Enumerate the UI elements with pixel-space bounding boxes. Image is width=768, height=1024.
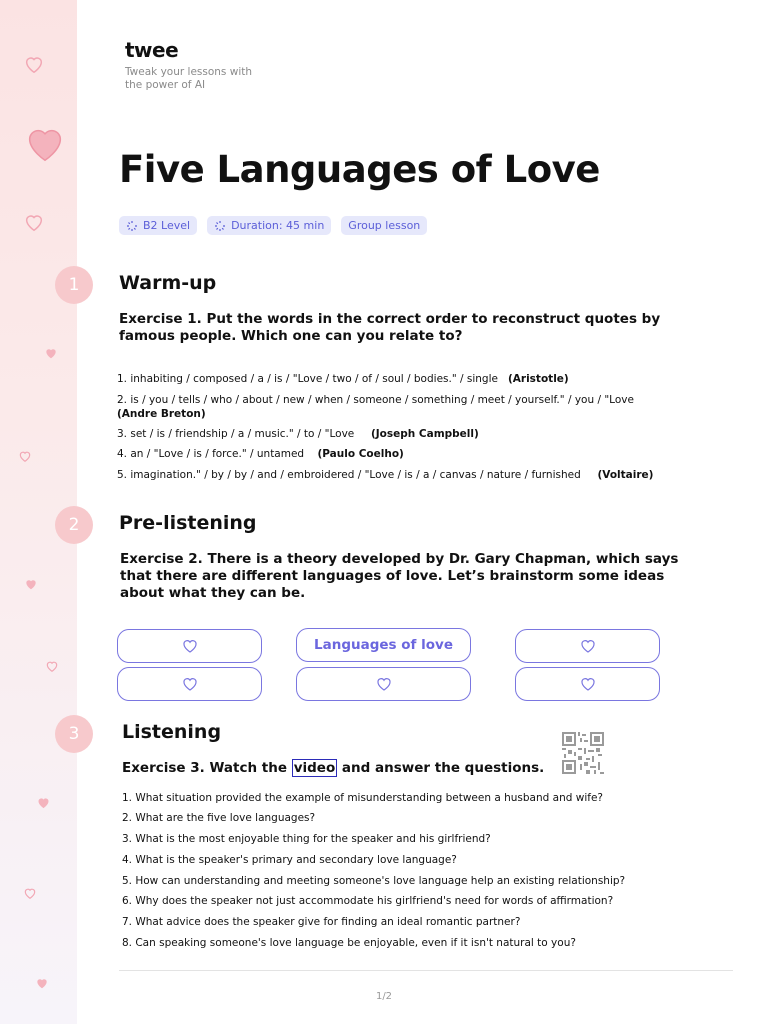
- quote-item: 3. set / is / friendship / a / music." / to / "Love (Joseph Campbell): [117, 428, 479, 440]
- languages-of-love-box: [296, 628, 471, 662]
- brainstorm-box[interactable]: [117, 667, 262, 701]
- group-badge-label: Group lesson: [348, 219, 421, 232]
- center-label: Languages of love: [314, 637, 453, 653]
- level-badge: [119, 216, 197, 235]
- heart-icon: [23, 53, 45, 75]
- heart-icon: [35, 976, 49, 990]
- heart-icon: [18, 449, 32, 463]
- section-title-pre-listening: Pre-listening: [119, 512, 257, 534]
- sparkle-icon: [214, 220, 226, 232]
- section-title-warm-up: Warm-up: [119, 272, 217, 294]
- heart-icon: [22, 886, 38, 900]
- quote-item: 2. is / you / tells / who / about / new / when / someone / something / meet / yourself." / you / "Love (Andre Breton): [117, 394, 634, 420]
- question-item: 7. What advice does the speaker give for finding an ideal romantic partner?: [122, 916, 521, 928]
- group-badge: [341, 216, 427, 235]
- brainstorm-box[interactable]: [515, 667, 660, 701]
- heart-icon: [23, 210, 45, 234]
- exercise-1-prompt: Exercise 1. Put the words in the correct order to reconstruct quotes by famous people. Which one can you relate to?: [119, 311, 661, 344]
- heart-outline-icon: [180, 637, 200, 655]
- brand: [125, 38, 265, 92]
- heart-icon: [22, 120, 68, 166]
- heart-outline-icon: [374, 675, 394, 693]
- quote-item: 4. an / "Love / is / force." / untamed (Paulo Coelho): [117, 448, 404, 460]
- quote-item: 5. imagination." / by / by / and / embroidered / "Love / is / a / canvas / nature / furnished (Voltaire): [117, 469, 654, 481]
- exercise-2-prompt: Exercise 2. There is a theory developed by Dr. Gary Chapman, which says that there are different languages of love. Let’s brainstorm some ideas about what they can be.: [120, 551, 679, 601]
- question-item: 8. Can speaking someone's love language be enjoyable, even if it isn't natural to you?: [122, 937, 576, 949]
- brand-tagline: Tweak your lessons with the power of AI: [125, 66, 253, 91]
- quote-item: 1. inhabiting / composed / a / is / "Love / two / of / soul / bodies." / single (Aristotle): [117, 373, 569, 385]
- question-item: 5. How can understanding and meeting someone's love language help an existing relationship?: [122, 875, 626, 887]
- brainstorm-box[interactable]: [117, 629, 262, 663]
- video-link[interactable]: video: [293, 760, 336, 776]
- section-title-listening: Listening: [122, 721, 222, 743]
- exercise-3-prompt: Exercise 3. Watch the video and answer the questions.: [122, 760, 545, 776]
- heart-icon: [36, 795, 51, 810]
- question-item: 6. Why does the speaker not just accommodate his girlfriend's need for words of affirmation?: [122, 895, 614, 907]
- lesson-badges: [119, 216, 427, 235]
- page-title: Five Languages of Love: [119, 148, 600, 191]
- page-number: 1/2: [375, 991, 393, 1002]
- qr-code[interactable]: [562, 732, 604, 774]
- question-item: 2. What are the five love languages?: [122, 812, 316, 824]
- brainstorm-box[interactable]: [515, 629, 660, 663]
- brainstorm-box[interactable]: [296, 667, 471, 701]
- section-number-2: 2: [55, 506, 93, 544]
- heart-icon: [45, 659, 59, 673]
- duration-badge-label: Duration: 45 min: [231, 219, 325, 232]
- question-item: 1. What situation provided the example of misunderstanding between a husband and wife?: [122, 792, 603, 804]
- heart-outline-icon: [578, 637, 598, 655]
- heart-icon: [24, 577, 38, 591]
- heart-icon: [44, 346, 58, 360]
- duration-badge: [207, 216, 331, 235]
- heart-outline-icon: [180, 675, 200, 693]
- footer-divider: [119, 970, 733, 971]
- brand-logo: twee: [125, 38, 179, 62]
- heart-outline-icon: [578, 675, 598, 693]
- section-number-3: 3: [55, 715, 93, 753]
- question-item: 4. What is the speaker's primary and secondary love language?: [122, 854, 457, 866]
- level-badge-label: B2 Level: [143, 219, 191, 232]
- question-item: 3. What is the most enjoyable thing for the speaker and his girlfriend?: [122, 833, 491, 845]
- section-number-1: 1: [55, 266, 93, 304]
- sparkle-icon: [126, 220, 138, 232]
